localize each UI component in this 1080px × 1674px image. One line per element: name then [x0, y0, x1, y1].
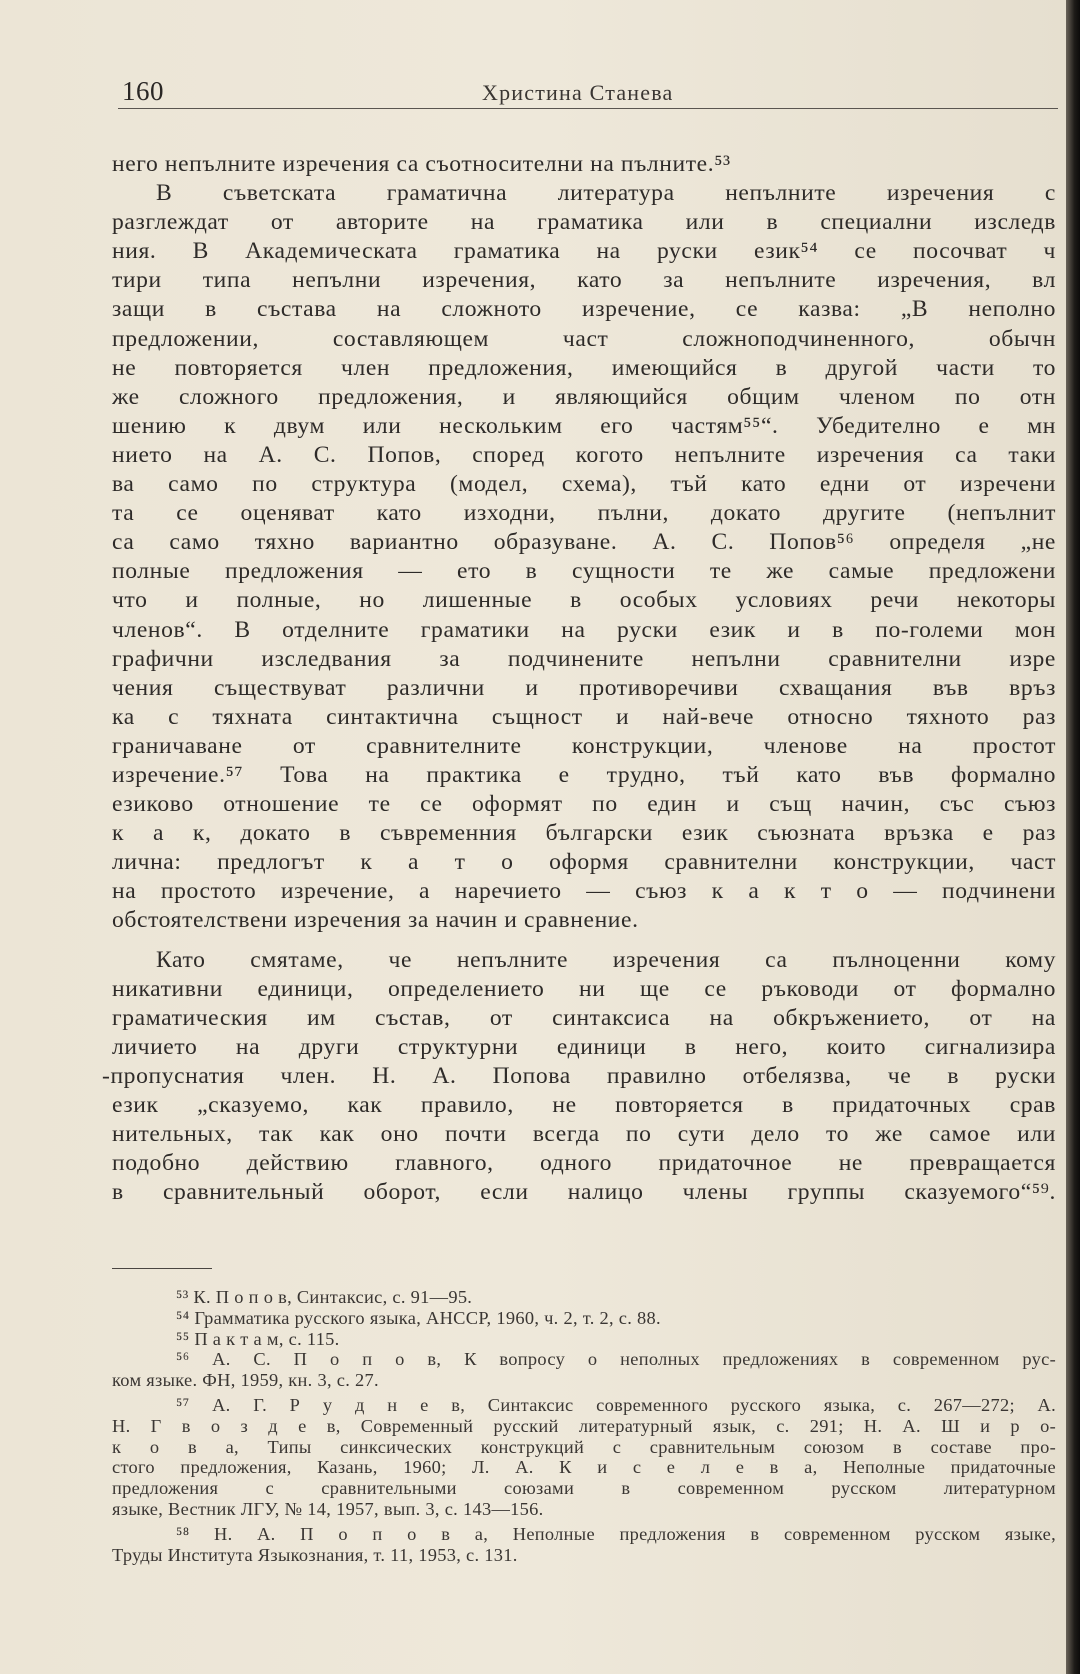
text-line: защи в състава на сложното изречение, се казва: „В неполно [112, 296, 1056, 323]
page-header [118, 74, 1058, 109]
text-line: не повторяется член предложения, имеющийся в другой части то [112, 354, 1056, 381]
footnote-line: ⁵⁵ П а к т а м, с. 115. [176, 1328, 340, 1349]
footnote-line: Труды Института Языкознания, т. 11, 1953, с. 131. [112, 1544, 518, 1565]
text-line: ка с тяхната синтактична същност и най-вече относно тяхното раз [112, 703, 1056, 730]
text-line: предложении, составляющем част сложноподчиненного, обычн [112, 325, 1056, 352]
text-line: членов“. В отделните граматики на руски език и в по-големи мон [112, 616, 1056, 643]
text-line: полные предложения — ето в сущности те же самые предложени [112, 558, 1056, 585]
text-line: тири типа непълни изречения, като за непълните изречения, вл [112, 267, 1056, 294]
footnote-line: Н. Г в о з д е в, Современный русский литературный язык, с. 291; Н. А. Ш и р о- [112, 1415, 1056, 1436]
footnote-separator [112, 1268, 212, 1269]
footnote-line: к о в а, Типы синксических конструкций с сравнительным союзом в составе про- [112, 1436, 1056, 1457]
text-line: на простото изречение, а наречието — съюз к а к т о — подчинени [112, 878, 1056, 905]
paragraph-gap [112, 936, 1056, 946]
text-line: графични изследвания за подчинените непълни сравнителни изре [112, 645, 1056, 672]
text-line: же сложного предложения, и являющийся общим членом по отн [112, 383, 1056, 410]
text-line: подобно действию главного, одного придаточное не превращается [112, 1150, 1056, 1177]
body-text [102, 150, 1056, 1207]
footnote-line: ⁵³ К. П о п о в, Синтаксис, с. 91—95. [176, 1287, 473, 1307]
text-line: език „сказуемо, как правило, не повторяется в придаточных срав [112, 1092, 1056, 1118]
text-line: В съветската граматична литература непълните изречения с [156, 180, 1056, 207]
text-line: шению к двум или нескольким его частям⁵⁵“. Убедително е мн [112, 412, 1056, 439]
text-line: та се оценяват като изходни, пълни, докато другите (непълнит [112, 500, 1056, 527]
text-line: ния. В Академическата граматика на руски език⁵⁴ се посочват ч [112, 238, 1056, 265]
text-line: разглеждат от авторите на граматика или в специални изследв [112, 209, 1056, 236]
text-line: чения съществуват различни и противоречиви схващания във връз [112, 674, 1056, 701]
text-line: личието на други структурни единици в него, които сигнализира [112, 1033, 1056, 1060]
footnote-line: предложения с сравнительными союзами в современном русском литературном [112, 1478, 1056, 1499]
footnote-line: ⁵⁷ А. Г. Р у д н е в, Синтаксис современного русского языка, с. 267—272; А. [176, 1394, 1056, 1415]
text-line: езиково отношение те се оформят по един и същ начин, със съюз [112, 791, 1056, 818]
text-line: в сравнительный оборот, если налицо члены группы сказуемого“⁵⁹. [112, 1179, 1056, 1206]
footnotes [112, 1287, 1056, 1565]
footnote-line: стого предложения, Казань, 1960; Л. А. К и с е л е в а, Неполные придаточные [112, 1457, 1056, 1478]
text-line: Като смятаме, че непълните изречения са пълноценни кому [156, 946, 1056, 973]
footnote-line: ⁵⁶ А. С. П о п о в, К вопросу о неполных предложениях в современном рус- [176, 1349, 1056, 1370]
text-line: обстоятелствени изречения за начин и сравнение. [112, 907, 639, 934]
text-line: что и полные, но лишенные в особых условиях речи некоторы [112, 587, 1056, 614]
text-line: изречение.⁵⁷ Това на практика е трудно, тъй като във формално [112, 761, 1056, 788]
text-line: никативни единици, определението ни ще се ръководи от формално [112, 975, 1056, 1002]
text-line: са само тяхно вариантно образуване. А. С. Попов⁵⁶ определя „не [112, 529, 1056, 556]
book-spine-edge [1066, 0, 1080, 1674]
text-line: нието на А. С. Попов, според когото непълните изречения са таки [112, 441, 1056, 468]
running-head-author: Христина Станева [482, 80, 674, 105]
text-line: граничаване от сравнителните конструкции, членове на простот [112, 732, 1056, 759]
footnote-line: ⁵⁸ Н. А. П о п о в а, Неполные предложения в современном русском языке, [176, 1523, 1056, 1544]
page-number: 160 [122, 76, 164, 106]
text-line: нительных, так как оно почти всегда по сути дело то же самое или [112, 1121, 1056, 1148]
footnote-line: ком языке. ФН, 1959, кн. 3, с. 27. [112, 1370, 379, 1391]
footnote-line: языке, Вестник ЛГУ, № 14, 1957, вып. 3, с. 143—156. [112, 1498, 544, 1519]
text-line: к а к, докато в съвременния български език съюзната връзка е раз [112, 820, 1056, 847]
footnote-line: ⁵⁴ Грамматика русского языка, АНССР, 1960, ч. 2, т. 2, с. 88. [176, 1307, 661, 1328]
text-line: ва само по структура (модел, схема), тъй като едни от изречени [112, 471, 1056, 498]
text-line: граматическия им състав, от синтаксиса на обкръжението, от на [112, 1004, 1056, 1031]
text-line: лична: предлогът к а т о оформя сравнителни конструкции, част [112, 849, 1056, 876]
text-line: него непълните изречения са съотносителни на пълните.⁵³ [112, 151, 731, 177]
text-line: -пропуснатия член. Н. А. Попова правилно отбелязва, че в руски [102, 1062, 1056, 1089]
